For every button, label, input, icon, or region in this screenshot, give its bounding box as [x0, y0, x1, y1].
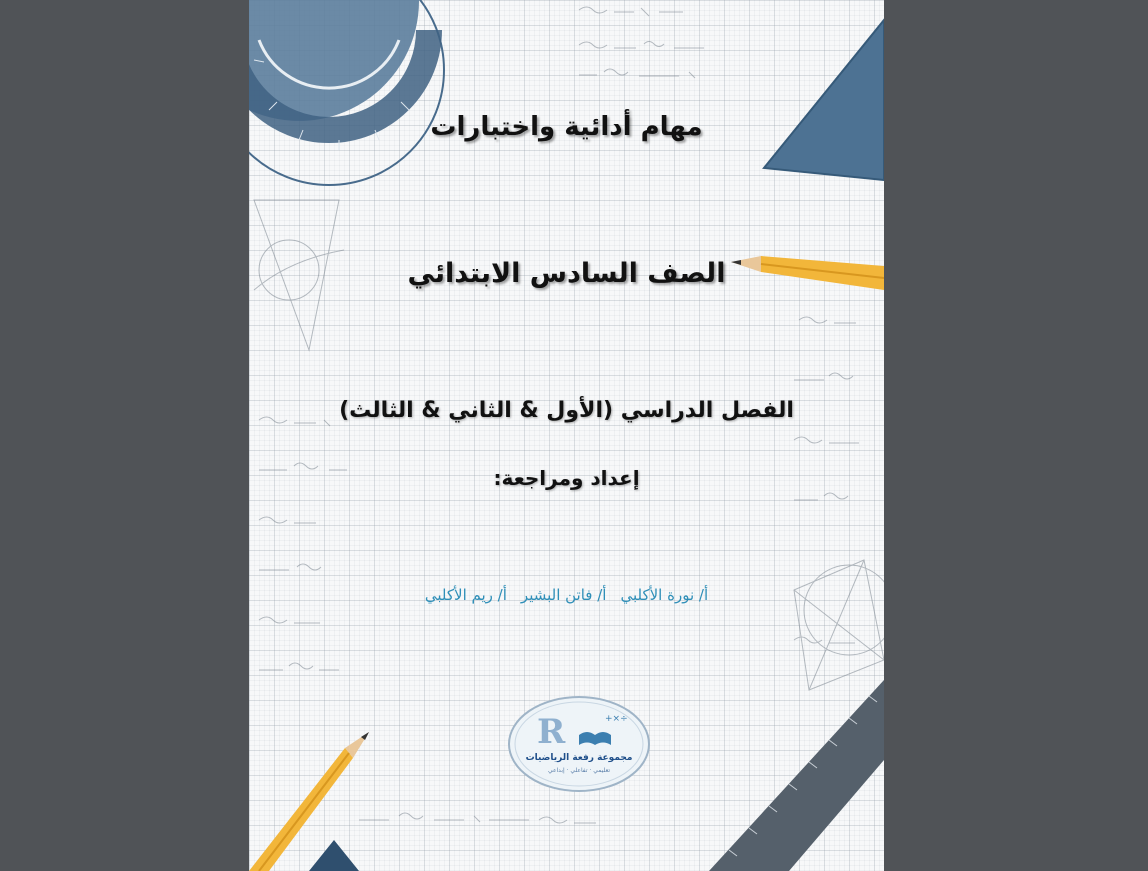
grade-heading: الصف السادس الابتدائي [407, 258, 726, 289]
author-name: أ/ ريم الأكلبي [424, 586, 507, 604]
prepared-by-label: إعداد ومراجعة: [493, 466, 640, 490]
author-name: أ/ نورة الأكلبي [620, 586, 709, 604]
set-square-decoration [764, 20, 884, 180]
logo-name: مجموعة رفعة الرياضيات [525, 753, 633, 763]
logo-emblem [507, 695, 651, 793]
group-logo [507, 695, 651, 793]
document-title: مهام أدائية واختبارات [430, 112, 703, 142]
pencil-left-decoration [249, 732, 369, 871]
protractor-decoration [249, 0, 444, 185]
logo-letter: R [537, 712, 566, 752]
author-name: أ/ فاتن البشير [520, 586, 607, 604]
ruler-decoration [709, 680, 884, 871]
triangle-corner-decoration [309, 840, 359, 871]
semester-heading: الفصل الدراسي (الأول & الثاني & الثالث) [339, 398, 794, 423]
logo-tagline: تعليمي · تفاعلي · إبداعي [547, 767, 611, 774]
authors-line [249, 586, 884, 604]
document-page [249, 0, 884, 871]
math-symbols-icon: +×÷ [605, 714, 628, 724]
